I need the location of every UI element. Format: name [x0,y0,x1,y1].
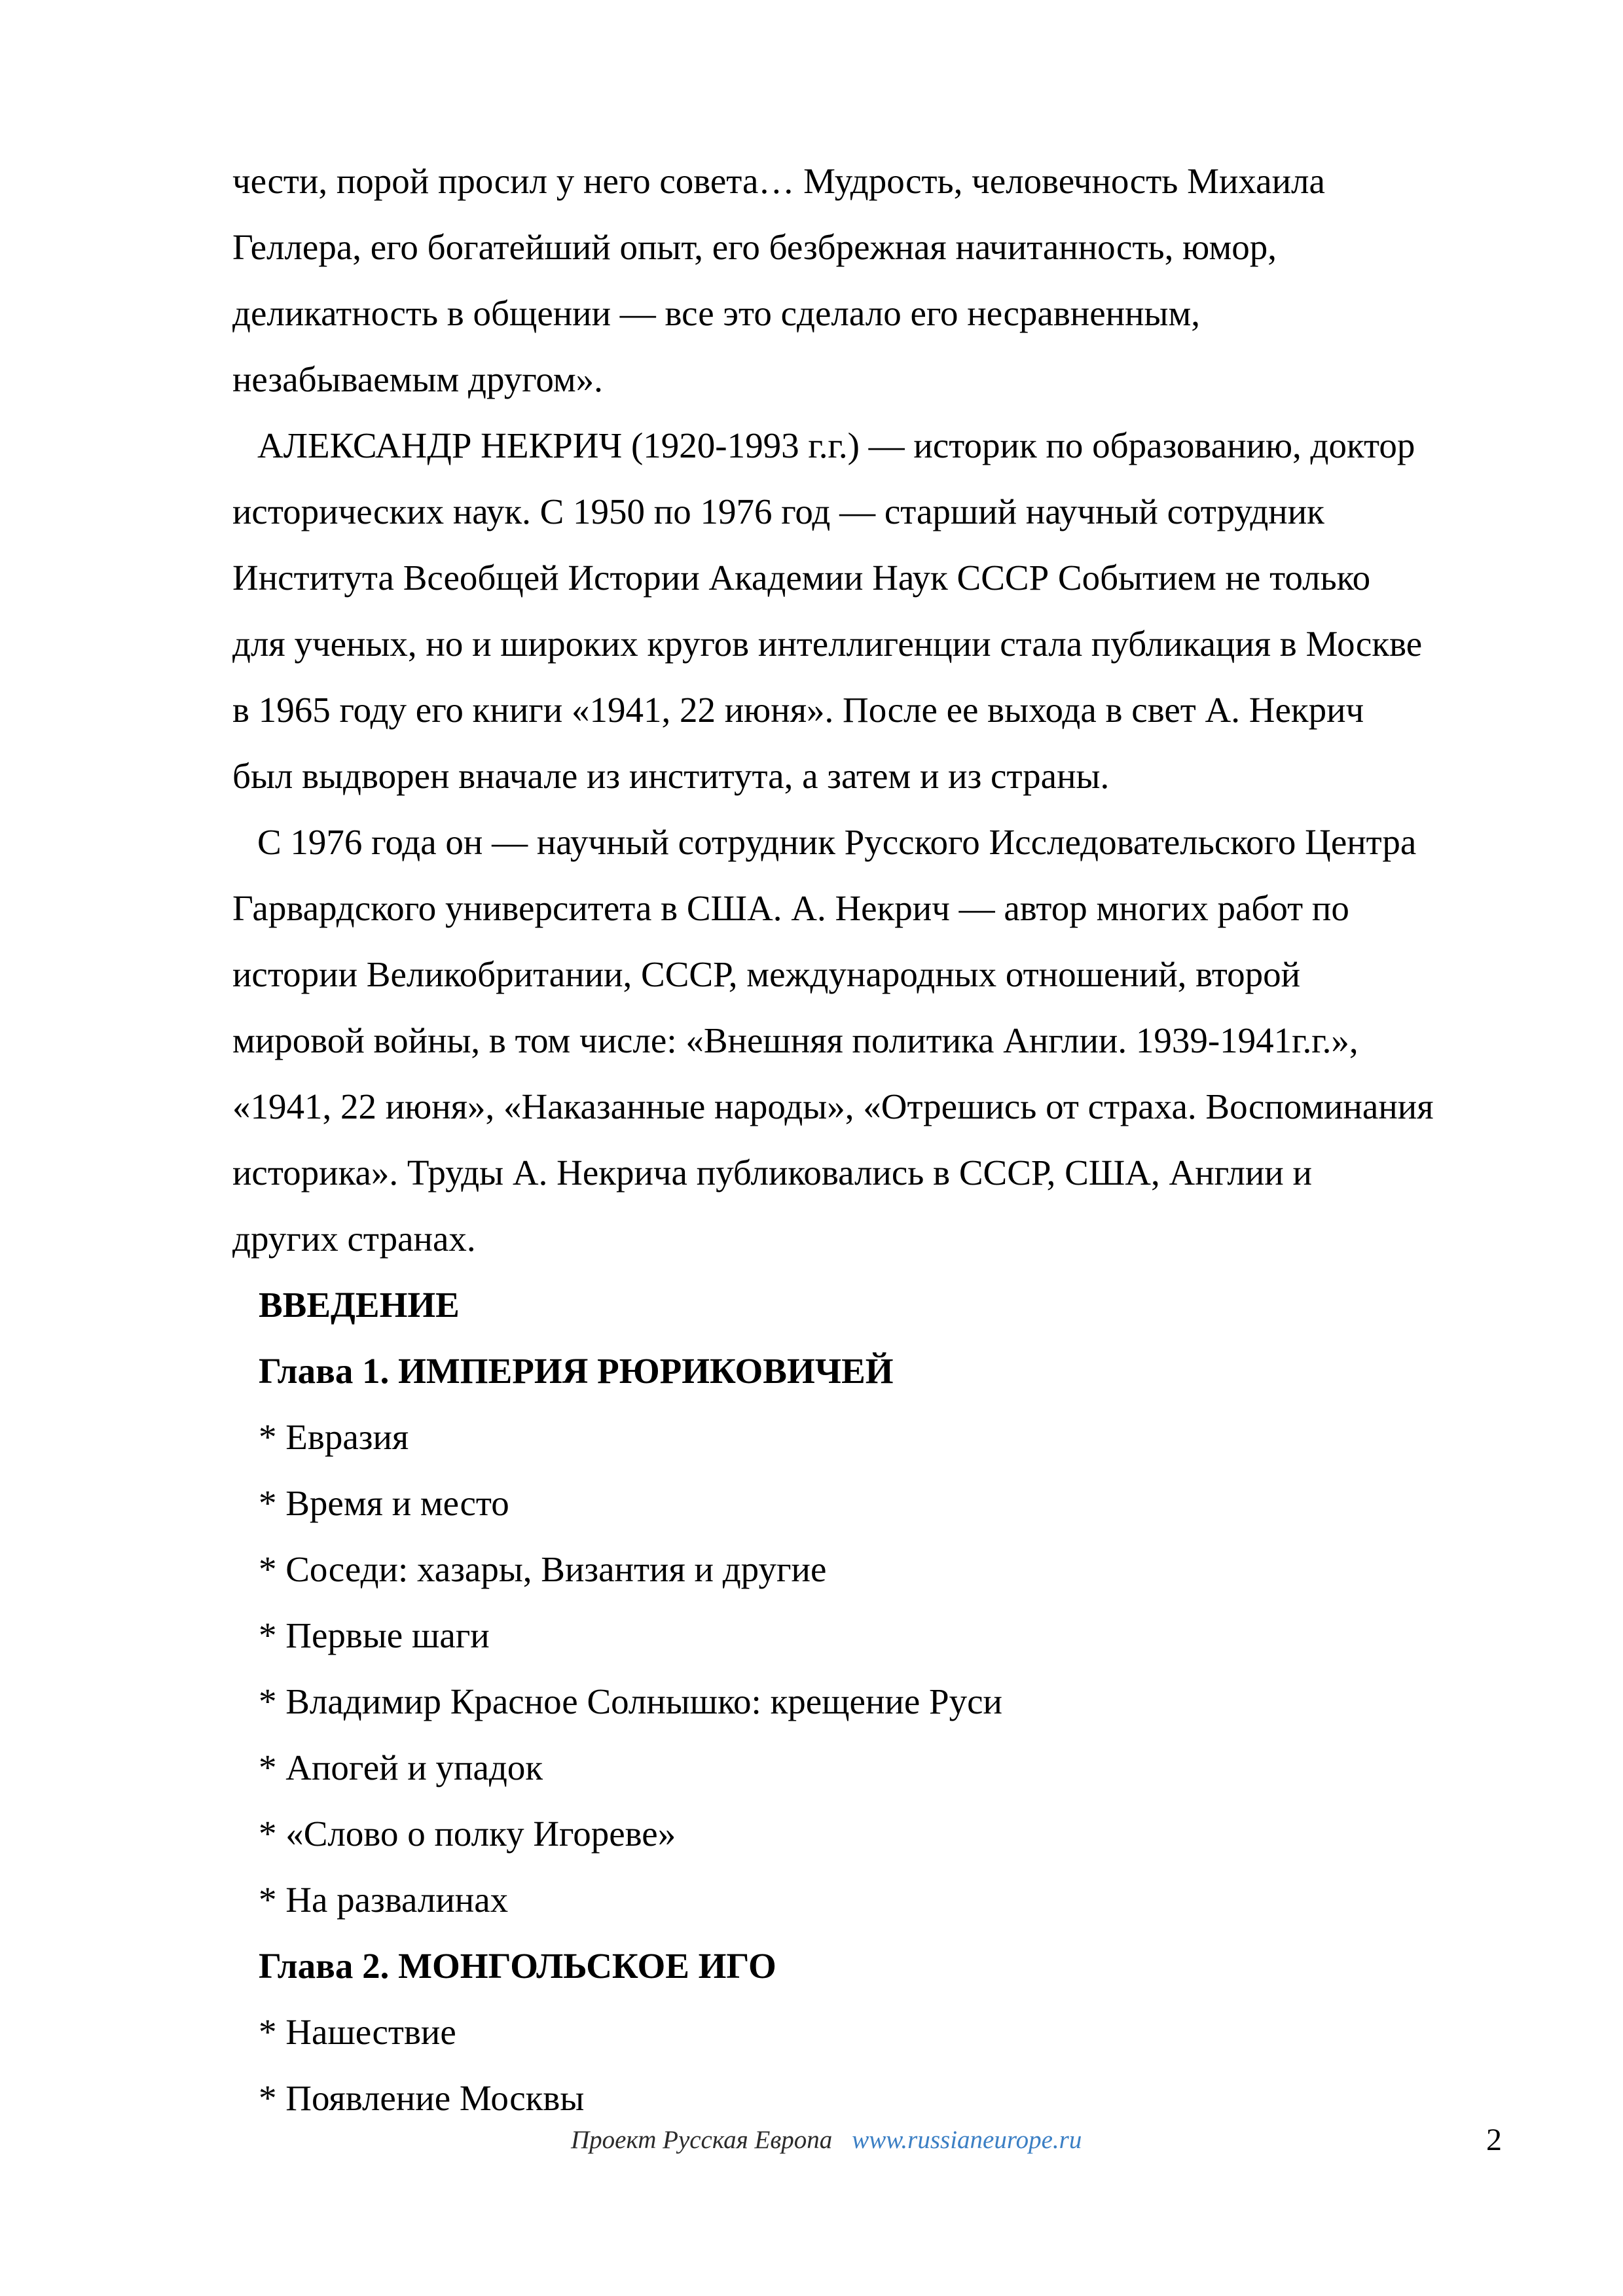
footer-credit [571,2121,1082,2160]
paragraph-line: С 1976 года он — научный сотрудник Русского Исследовательского Центра [257,822,1417,862]
toc-list-item: * Первые шаги [259,1615,490,1655]
toc-list-item: * На развалинах [259,1880,509,1920]
paragraph-line: исторических наук. С 1950 по 1976 год — старший научный сотрудник [232,492,1324,531]
paragraph-line: мировой войны, в том числе: «Внешняя политика Англии. 1939-1941г.г.», [232,1020,1359,1060]
paragraph-line: для ученых, но и широких кругов интеллигенции стала публикация в Москве [232,624,1423,664]
paragraph-line: других странах. [232,1219,476,1259]
page-text [232,148,1529,2131]
paragraph-line: деликатность в общении — все это сделало его несравненным, [232,293,1201,333]
toc-list-item: * Владимир Красное Солнышко: крещение Руси [259,1681,1002,1721]
paragraph-line: истории Великобритании, СССР, международных отношений, второй [232,954,1301,994]
toc-list-item: * Евразия [259,1417,409,1457]
toc-list-item: * Время и место [259,1483,509,1523]
paragraph-line: Гарвардского университета в США. А. Некрич — автор многих работ по [232,888,1349,928]
paragraph-line: незабываемым другом». [232,359,603,399]
paragraph-line: историка». Труды А. Некрича публиковались в СССР, США, Англии и [232,1153,1312,1193]
paragraph-line: Института Всеобщей Истории Академии Наук СССР Событием не только [232,558,1371,598]
footer-project-name: Проект Русская Европа [571,2126,833,2154]
toc-list-item: * Апогей и упадок [259,1748,543,1787]
paragraph-line: чести, порой просил у него совета… Мудрость, человечность Михаила [232,161,1325,201]
toc-list-item: * Соседи: хазары, Византия и другие [259,1549,827,1589]
paragraph-line: «1941, 22 июня», «Наказанные народы», «Отрешись от страха. Воспоминания [232,1086,1434,1126]
paragraph-line: в 1965 году его книги «1941, 22 июня». После ее выхода в свет А. Некрич [232,690,1364,730]
toc-list-item: * Нашествие [259,2012,456,2052]
page-footer [0,2121,1623,2160]
paragraph-line: Геллера, его богатейший опыт, его безбрежная начитанность, юмор, [232,227,1277,267]
toc-chapter-heading: Глава 1. ИМПЕРИЯ РЮРИКОВИЧЕЙ [259,1351,894,1391]
toc-intro-heading: ВВЕДЕНИЕ [259,1285,460,1325]
paragraph-line: был выдворен вначале из института, а затем и из страны. [232,756,1110,796]
footer-website-link[interactable]: www.russianeurope.ru [852,2126,1082,2154]
paragraph-line: АЛЕКСАНДР НЕКРИЧ (1920-1993 г.г.) — историк по образованию, доктор [257,425,1415,465]
page-number: 2 [1486,2123,1502,2157]
toc-chapter-heading: Глава 2. МОНГОЛЬСКОЕ ИГО [259,1946,776,1986]
toc-list-item: * «Слово о полку Игореве» [259,1814,676,1854]
toc-list-item: * Появление Москвы [259,2078,585,2118]
